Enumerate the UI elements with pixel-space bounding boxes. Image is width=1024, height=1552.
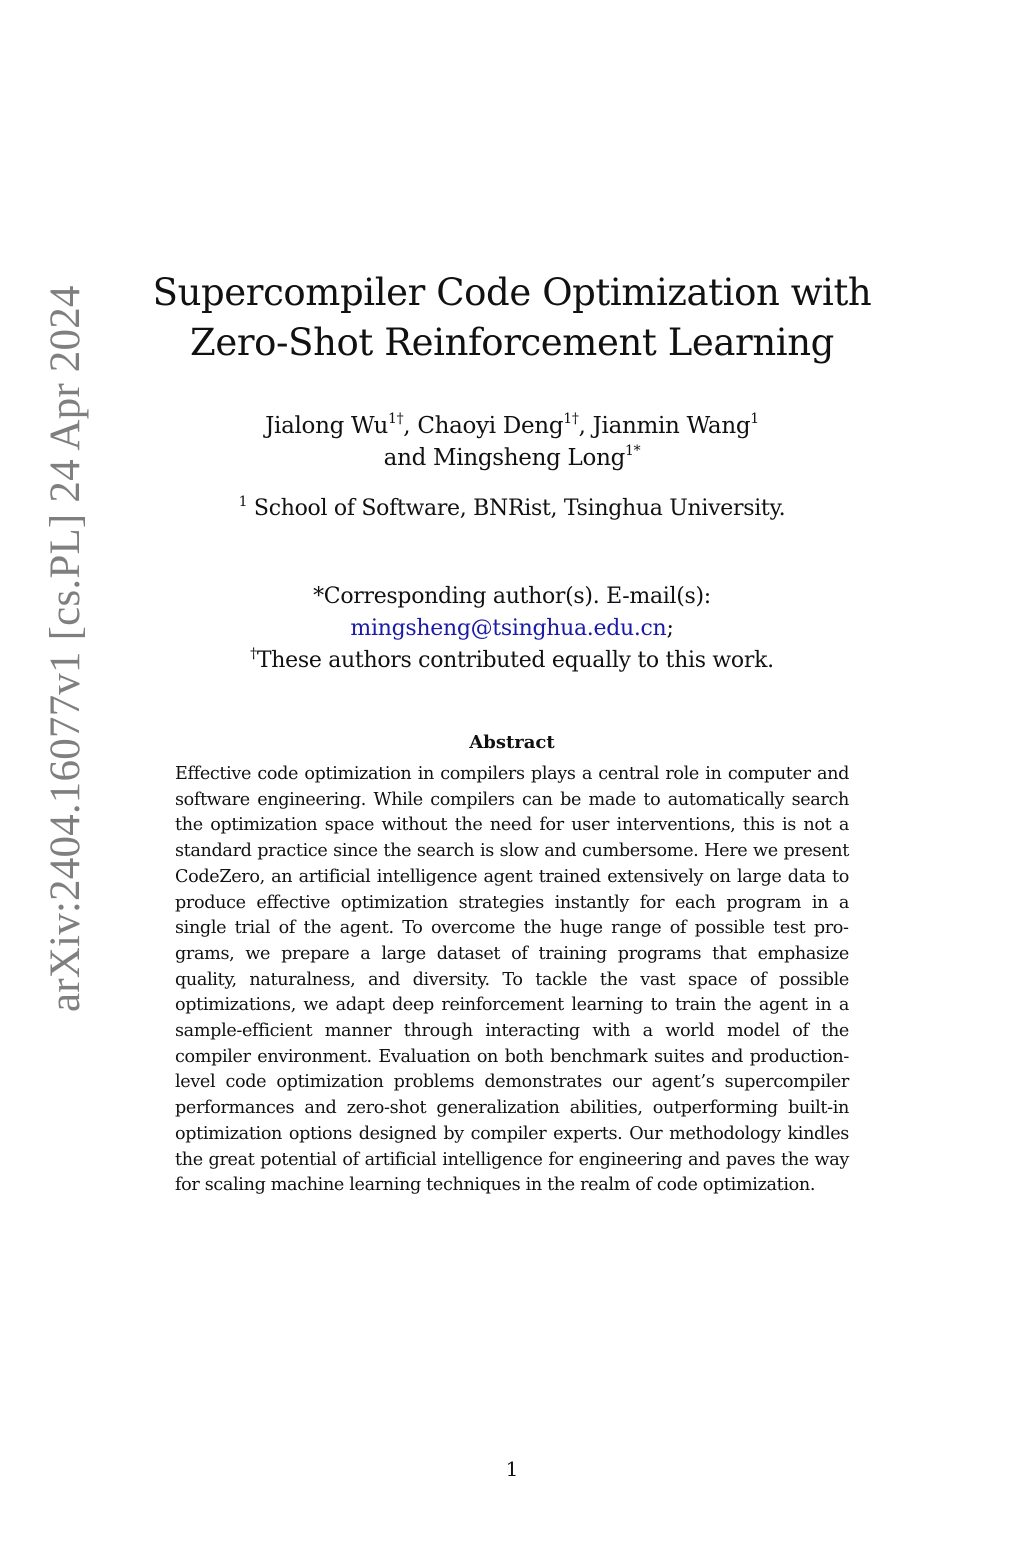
affiliation (120, 494, 904, 524)
abstract-heading: Abstract (469, 732, 555, 753)
page-number: 1 (505, 1457, 519, 1481)
author-separator: , (578, 413, 593, 439)
author-separator: , (403, 413, 418, 439)
author-affiliation-mark: 1* (625, 443, 641, 460)
author-affiliation-mark: 1 (750, 411, 759, 428)
author-name: Jialong Wu (265, 413, 388, 439)
arxiv-identifier-stamp: arXiv:2404.16077v1 [cs.PL] 24 Apr 2024 (42, 285, 89, 1012)
author-affiliation-mark: 1† (387, 411, 404, 428)
author-name: Chaoyi Deng (417, 413, 564, 439)
author-name: Mingsheng Long (433, 445, 626, 471)
corresponding-author-note: *Corresponding author(s). E-mail(s): (313, 584, 711, 609)
author-notes (120, 581, 904, 677)
equal-contribution-note: These authors contributed equally to this work. (256, 648, 774, 673)
author-conjunction: and (383, 445, 434, 471)
abstract-body: Effective code optimization in compilers plays a central role in computer and software engineering. While compilers can be made to automatically search the optimization space without the need for user interventions, this is not a standard practice since the search is slow and cumbersome. Here we present CodeZero, an artificial intelligence agent trained extensively on large data to produce effective optimization strategies instantly for each program in a single trial of the agent. To overcome the huge range of possible test programs, we prepare a large dataset of training programs that emphasize quality, naturalness, and diversity. To tackle the vast space of possible optimizations, we adapt deep reinforcement learning to train the agent in a sample-efficient manner through interacting with a world model of the compiler environment. Evaluation on both benchmark suites and production-level code optimization problems demonstrates our agent’s supercompiler performances and zero-shot generalization abilities, outperforming built-in optimization options designed by compiler experts. Our methodology kindles the great potential of artificial intelligence for engineering and paves the way for scaling machine learning techniques in the realm of code optimization. (175, 764, 849, 1196)
email-link[interactable]: mingsheng@tsinghua.edu.cn (350, 616, 667, 641)
affiliation-text: School of Software, BNRist, Tsinghua University. (247, 496, 786, 521)
email-suffix: ; (666, 616, 674, 641)
title-line-1: Supercompiler Code Optimization with (152, 271, 872, 314)
author-list (120, 410, 904, 474)
title-line-2: Zero-Shot Reinforcement Learning (190, 321, 834, 364)
paper-title (120, 268, 904, 368)
author-name: Jianmin Wang (592, 413, 751, 439)
affiliation-mark: 1 (238, 493, 248, 510)
equal-contribution-mark: † (250, 645, 257, 662)
author-affiliation-mark: 1† (563, 411, 579, 428)
